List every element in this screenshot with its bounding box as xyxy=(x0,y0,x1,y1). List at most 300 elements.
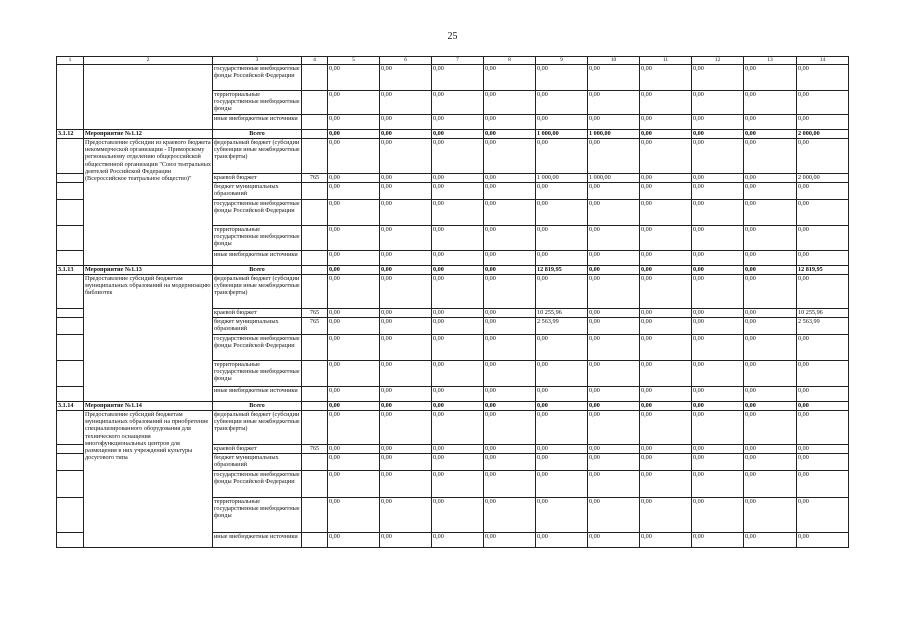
amount-cell: 0,00 xyxy=(328,335,380,361)
amount-cell: 0,00 xyxy=(328,174,380,183)
funding-source-cell: территориальные государственные внебюджетные фонды xyxy=(213,91,302,115)
measure-title: Мероприятие №1.14 xyxy=(84,402,213,411)
funding-source-cell: государственные внебюджетные фонды Российской Федерации xyxy=(213,200,302,226)
amount-cell: 0,00 xyxy=(328,115,380,130)
amount-cell: 0,00 xyxy=(588,445,640,454)
funding-source-cell: территориальные государственные внебюджетные фонды xyxy=(213,226,302,251)
budget-code-cell: 765 xyxy=(302,309,328,318)
amount-cell: 0,00 xyxy=(797,65,849,91)
amount-cell: 0,00 xyxy=(484,361,536,387)
amount-cell: 0,00 xyxy=(588,318,640,335)
amount-cell: 0,00 xyxy=(640,454,692,471)
number-cell xyxy=(57,309,84,318)
amount-cell: 0,00 xyxy=(744,445,797,454)
measure-title: Мероприятие №1.12 xyxy=(84,130,213,139)
amount-cell: 0,00 xyxy=(432,318,484,335)
amount-cell: 0,00 xyxy=(640,533,692,548)
amount-cell: 0,00 xyxy=(797,402,849,411)
amount-cell: 0,00 xyxy=(328,402,380,411)
amount-cell: 0,00 xyxy=(744,251,797,266)
amount-cell: 0,00 xyxy=(328,65,380,91)
amount-cell: 0,00 xyxy=(692,533,744,548)
amount-cell: 0,00 xyxy=(536,226,588,251)
budget-code-cell xyxy=(302,361,328,387)
amount-cell: 0,00 xyxy=(380,266,432,275)
amount-cell: 0,00 xyxy=(328,533,380,548)
amount-cell: 0,00 xyxy=(797,115,849,130)
amount-cell: 0,00 xyxy=(536,498,588,533)
amount-cell: 0,00 xyxy=(432,226,484,251)
amount-cell: 0,00 xyxy=(588,115,640,130)
amount-cell: 0,00 xyxy=(484,174,536,183)
amount-cell: 0,00 xyxy=(432,402,484,411)
amount-cell: 0,00 xyxy=(692,266,744,275)
amount-cell: 0,00 xyxy=(484,445,536,454)
budget-code-cell xyxy=(302,139,328,174)
amount-cell: 0,00 xyxy=(640,335,692,361)
amount-cell: 0,00 xyxy=(744,275,797,309)
amount-cell: 0,00 xyxy=(380,115,432,130)
table-row xyxy=(57,139,849,174)
funding-source-cell: бюджет муниципальных образований xyxy=(213,318,302,335)
amount-cell: 0,00 xyxy=(588,387,640,402)
amount-cell: 0,00 xyxy=(640,275,692,309)
table-row xyxy=(57,411,849,445)
amount-cell: 0,00 xyxy=(536,251,588,266)
funding-source-cell: федеральный бюджет (субсидии субвенции иные межбюджетные трансферты) xyxy=(213,275,302,309)
amount-cell: 0,00 xyxy=(328,139,380,174)
header-cell: 13 xyxy=(744,57,797,65)
number-cell xyxy=(57,91,84,115)
amount-cell: 0,00 xyxy=(380,387,432,402)
funding-source-cell: бюджет муниципальных образований xyxy=(213,183,302,200)
number-cell xyxy=(57,533,84,548)
amount-cell: 0,00 xyxy=(744,174,797,183)
amount-cell: 0,00 xyxy=(588,471,640,498)
amount-cell: 2 000,00 xyxy=(797,174,849,183)
budget-code-cell xyxy=(302,115,328,130)
amount-cell: 0,00 xyxy=(692,139,744,174)
amount-cell: 0,00 xyxy=(744,361,797,387)
number-cell xyxy=(57,65,84,91)
amount-cell: 0,00 xyxy=(328,454,380,471)
amount-cell: 0,00 xyxy=(380,498,432,533)
amount-cell: 0,00 xyxy=(744,318,797,335)
amount-cell: 0,00 xyxy=(744,91,797,115)
header-cell: 8 xyxy=(484,57,536,65)
amount-cell: 12 819,95 xyxy=(797,266,849,275)
amount-cell: 0,00 xyxy=(380,183,432,200)
funding-source-cell: государственные внебюджетные фонды Российской Федерации xyxy=(213,65,302,91)
amount-cell: 12 819,95 xyxy=(536,266,588,275)
amount-cell: 0,00 xyxy=(588,139,640,174)
amount-cell: 0,00 xyxy=(432,498,484,533)
amount-cell: 0,00 xyxy=(380,91,432,115)
amount-cell: 0,00 xyxy=(380,309,432,318)
amount-cell: 0,00 xyxy=(588,266,640,275)
amount-cell: 0,00 xyxy=(640,387,692,402)
amount-cell: 0,00 xyxy=(640,266,692,275)
amount-cell: 0,00 xyxy=(588,226,640,251)
amount-cell: 0,00 xyxy=(692,445,744,454)
amount-cell: 0,00 xyxy=(744,115,797,130)
amount-cell: 0,00 xyxy=(692,91,744,115)
number-cell xyxy=(57,471,84,498)
funding-source-cell: иные внебюджетные источники xyxy=(213,387,302,402)
amount-cell: 0,00 xyxy=(328,387,380,402)
amount-cell: 0,00 xyxy=(380,139,432,174)
amount-cell: 0,00 xyxy=(484,183,536,200)
amount-cell: 0,00 xyxy=(797,411,849,445)
budget-code-cell xyxy=(302,533,328,548)
amount-cell: 0,00 xyxy=(536,445,588,454)
amount-cell: 2 000,00 xyxy=(797,130,849,139)
funding-source-cell: государственные внебюджетные фонды Российской Федерации xyxy=(213,335,302,361)
amount-cell: 0,00 xyxy=(536,387,588,402)
amount-cell: 0,00 xyxy=(328,226,380,251)
amount-cell: 0,00 xyxy=(640,130,692,139)
budget-code-cell xyxy=(302,266,328,275)
number-cell xyxy=(57,183,84,200)
amount-cell: 0,00 xyxy=(744,226,797,251)
amount-cell: 0,00 xyxy=(328,275,380,309)
amount-cell: 0,00 xyxy=(536,200,588,226)
amount-cell: 0,00 xyxy=(328,309,380,318)
funding-source-cell: краевой бюджет xyxy=(213,174,302,183)
amount-cell: 0,00 xyxy=(432,91,484,115)
amount-cell: 0,00 xyxy=(588,65,640,91)
amount-cell: 0,00 xyxy=(484,139,536,174)
amount-cell: 0,00 xyxy=(744,309,797,318)
amount-cell: 0,00 xyxy=(640,174,692,183)
amount-cell: 0,00 xyxy=(588,183,640,200)
amount-cell: 0,00 xyxy=(380,200,432,226)
amount-cell: 0,00 xyxy=(744,335,797,361)
description-cell xyxy=(84,65,213,91)
budget-code-cell xyxy=(302,498,328,533)
funding-source-cell: иные внебюджетные источники xyxy=(213,115,302,130)
budget-code-cell xyxy=(302,275,328,309)
amount-cell: 0,00 xyxy=(432,183,484,200)
amount-cell: 0,00 xyxy=(536,402,588,411)
amount-cell: 0,00 xyxy=(380,471,432,498)
amount-cell: 0,00 xyxy=(484,318,536,335)
number-cell xyxy=(57,498,84,533)
amount-cell: 0,00 xyxy=(692,226,744,251)
amount-cell: 0,00 xyxy=(640,318,692,335)
amount-cell: 0,00 xyxy=(640,91,692,115)
amount-cell: 0,00 xyxy=(484,200,536,226)
amount-cell: 0,00 xyxy=(640,183,692,200)
funding-source-cell: иные внебюджетные источники xyxy=(213,251,302,266)
amount-cell: 0,00 xyxy=(588,251,640,266)
amount-cell: 0,00 xyxy=(692,275,744,309)
amount-cell: 0,00 xyxy=(588,200,640,226)
amount-cell: 0,00 xyxy=(328,266,380,275)
budget-code-cell xyxy=(302,65,328,91)
amount-cell: 0,00 xyxy=(432,139,484,174)
amount-cell: 0,00 xyxy=(536,411,588,445)
amount-cell: 0,00 xyxy=(536,471,588,498)
amount-cell: 0,00 xyxy=(640,115,692,130)
amount-cell: 0,00 xyxy=(797,275,849,309)
amount-cell: 0,00 xyxy=(692,402,744,411)
amount-cell: 0,00 xyxy=(744,498,797,533)
amount-cell: 0,00 xyxy=(328,411,380,445)
amount-cell: 0,00 xyxy=(588,454,640,471)
amount-cell: 0,00 xyxy=(797,200,849,226)
amount-cell: 0,00 xyxy=(692,251,744,266)
amount-cell: 0,00 xyxy=(484,130,536,139)
number-cell: 3.1.12 xyxy=(57,130,84,139)
amount-cell: 1 000,00 xyxy=(588,174,640,183)
amount-cell: 0,00 xyxy=(797,226,849,251)
amount-cell: 0,00 xyxy=(797,139,849,174)
amount-cell: 0,00 xyxy=(692,174,744,183)
description-cell xyxy=(84,115,213,130)
amount-cell: 0,00 xyxy=(692,200,744,226)
budget-code-cell: 765 xyxy=(302,174,328,183)
amount-cell: 0,00 xyxy=(432,200,484,226)
amount-cell: 0,00 xyxy=(640,251,692,266)
amount-cell: 0,00 xyxy=(380,275,432,309)
amount-cell: 0,00 xyxy=(432,174,484,183)
budget-code-cell xyxy=(302,91,328,115)
amount-cell: 1 000,00 xyxy=(536,174,588,183)
amount-cell: 0,00 xyxy=(484,309,536,318)
funding-source-cell: федеральный бюджет (субсидии субвенции иные межбюджетные трансферты) xyxy=(213,139,302,174)
number-cell xyxy=(57,275,84,309)
amount-cell: 0,00 xyxy=(797,335,849,361)
amount-cell: 0,00 xyxy=(588,309,640,318)
amount-cell: 0,00 xyxy=(536,335,588,361)
amount-cell: 0,00 xyxy=(797,91,849,115)
amount-cell: 0,00 xyxy=(692,309,744,318)
number-cell xyxy=(57,387,84,402)
amount-cell: 0,00 xyxy=(692,65,744,91)
amount-cell: 0,00 xyxy=(744,471,797,498)
amount-cell: 0,00 xyxy=(432,361,484,387)
measure-description: Предоставление субсидий бюджетам муниципальных образований на приобретение специализированного оборудования для технического оснащения многофункциональных центров для размещения в них учреждений культуры досугового типа xyxy=(84,411,213,548)
description-cell xyxy=(84,91,213,115)
amount-cell: 1 000,00 xyxy=(536,130,588,139)
funding-source-cell: территориальные государственные внебюджетные фонды xyxy=(213,498,302,533)
amount-cell: 0,00 xyxy=(640,139,692,174)
amount-cell: 0,00 xyxy=(640,65,692,91)
number-cell xyxy=(57,139,84,174)
funding-source-cell: территориальные государственные внебюджетные фонды xyxy=(213,361,302,387)
header-cell: 2 xyxy=(84,57,213,65)
amount-cell: 0,00 xyxy=(328,361,380,387)
amount-cell: 0,00 xyxy=(692,387,744,402)
amount-cell: 0,00 xyxy=(484,266,536,275)
amount-cell: 0,00 xyxy=(744,130,797,139)
amount-cell: 0,00 xyxy=(536,91,588,115)
header-cell: 6 xyxy=(380,57,432,65)
amount-cell: 0,00 xyxy=(640,361,692,387)
amount-cell: 0,00 xyxy=(484,275,536,309)
number-cell xyxy=(57,411,84,445)
amount-cell: 0,00 xyxy=(797,498,849,533)
amount-cell: 0,00 xyxy=(432,251,484,266)
amount-cell: 0,00 xyxy=(328,318,380,335)
budget-code-cell xyxy=(302,387,328,402)
amount-cell: 0,00 xyxy=(328,91,380,115)
amount-cell: 0,00 xyxy=(380,318,432,335)
funding-source-cell: Всего xyxy=(213,130,302,139)
amount-cell: 0,00 xyxy=(380,130,432,139)
header-cell: 3 xyxy=(213,57,302,65)
budget-code-cell xyxy=(302,402,328,411)
amount-cell: 0,00 xyxy=(432,445,484,454)
amount-cell: 0,00 xyxy=(797,361,849,387)
amount-cell: 0,00 xyxy=(640,411,692,445)
funding-source-cell: государственные внебюджетные фонды Российской Федерации xyxy=(213,471,302,498)
amount-cell: 0,00 xyxy=(536,115,588,130)
budget-code-cell xyxy=(302,183,328,200)
header-cell: 5 xyxy=(328,57,380,65)
header-cell: 1 xyxy=(57,57,84,65)
amount-cell: 0,00 xyxy=(432,115,484,130)
amount-cell: 0,00 xyxy=(744,139,797,174)
amount-cell: 0,00 xyxy=(328,471,380,498)
number-cell xyxy=(57,200,84,226)
amount-cell: 0,00 xyxy=(692,411,744,445)
amount-cell: 10 255,96 xyxy=(797,309,849,318)
amount-cell: 0,00 xyxy=(432,130,484,139)
number-cell xyxy=(57,445,84,454)
funding-source-cell: краевой бюджет xyxy=(213,445,302,454)
amount-cell: 0,00 xyxy=(640,226,692,251)
amount-cell: 0,00 xyxy=(536,361,588,387)
budget-code-cell xyxy=(302,471,328,498)
amount-cell: 0,00 xyxy=(484,65,536,91)
budget-code-cell: 765 xyxy=(302,318,328,335)
measure-description: Предоставление субсидий бюджетам муниципальных образований на модернизацию библиотек xyxy=(84,275,213,402)
measure-description: Предоставление субсидии из краевого бюджета некоммерческой организации - Приморскому региональному отделению общероссийской общественной организации "Союз театральных деятелей Российской Федерации (Всероссийское театральное общество)" xyxy=(84,139,213,266)
amount-cell: 0,00 xyxy=(328,251,380,266)
amount-cell: 0,00 xyxy=(484,115,536,130)
header-cell: 11 xyxy=(640,57,692,65)
amount-cell: 0,00 xyxy=(432,275,484,309)
number-cell xyxy=(57,454,84,471)
amount-cell: 0,00 xyxy=(588,402,640,411)
total-row xyxy=(57,266,849,275)
table-row xyxy=(57,65,849,91)
amount-cell: 0,00 xyxy=(692,183,744,200)
table-row xyxy=(57,115,849,130)
number-cell xyxy=(57,251,84,266)
number-cell: 3.1.13 xyxy=(57,266,84,275)
amount-cell: 0,00 xyxy=(692,471,744,498)
amount-cell: 0,00 xyxy=(797,533,849,548)
funding-source-cell: краевой бюджет xyxy=(213,309,302,318)
funding-source-cell: бюджет муниципальных образований xyxy=(213,454,302,471)
header-cell: 14 xyxy=(797,57,849,65)
amount-cell: 0,00 xyxy=(380,411,432,445)
budget-code-cell: 765 xyxy=(302,445,328,454)
amount-cell: 0,00 xyxy=(380,361,432,387)
amount-cell: 0,00 xyxy=(380,174,432,183)
amount-cell: 0,00 xyxy=(432,454,484,471)
page-number: 25 xyxy=(447,31,458,42)
amount-cell: 0,00 xyxy=(588,361,640,387)
amount-cell: 0,00 xyxy=(797,183,849,200)
budget-code-cell xyxy=(302,454,328,471)
amount-cell: 0,00 xyxy=(744,65,797,91)
amount-cell: 0,00 xyxy=(744,402,797,411)
amount-cell: 0,00 xyxy=(640,309,692,318)
header-row xyxy=(57,57,849,65)
amount-cell: 0,00 xyxy=(432,471,484,498)
amount-cell: 0,00 xyxy=(692,335,744,361)
amount-cell: 0,00 xyxy=(536,454,588,471)
amount-cell: 0,00 xyxy=(328,130,380,139)
header-cell: 12 xyxy=(692,57,744,65)
budget-code-cell xyxy=(302,251,328,266)
amount-cell: 1 000,00 xyxy=(588,130,640,139)
amount-cell: 0,00 xyxy=(744,200,797,226)
total-row xyxy=(57,402,849,411)
amount-cell: 0,00 xyxy=(744,454,797,471)
amount-cell: 0,00 xyxy=(484,454,536,471)
amount-cell: 0,00 xyxy=(432,335,484,361)
amount-cell: 0,00 xyxy=(744,411,797,445)
budget-code-cell xyxy=(302,200,328,226)
number-cell xyxy=(57,115,84,130)
amount-cell: 2 563,99 xyxy=(536,318,588,335)
budget-code-cell xyxy=(302,226,328,251)
amount-cell: 0,00 xyxy=(744,266,797,275)
amount-cell: 0,00 xyxy=(328,183,380,200)
amount-cell: 0,00 xyxy=(692,361,744,387)
amount-cell: 0,00 xyxy=(484,91,536,115)
amount-cell: 0,00 xyxy=(797,445,849,454)
funding-source-cell: федеральный бюджет (субсидии субвенции иные межбюджетные трансферты) xyxy=(213,411,302,445)
amount-cell: 0,00 xyxy=(484,533,536,548)
amount-cell: 0,00 xyxy=(640,471,692,498)
total-row xyxy=(57,130,849,139)
funding-source-cell: Всего xyxy=(213,402,302,411)
amount-cell: 0,00 xyxy=(692,318,744,335)
header-cell: 7 xyxy=(432,57,484,65)
amount-cell: 0,00 xyxy=(484,498,536,533)
header-cell: 10 xyxy=(588,57,640,65)
amount-cell: 0,00 xyxy=(380,454,432,471)
amount-cell: 0,00 xyxy=(380,251,432,266)
amount-cell: 0,00 xyxy=(432,309,484,318)
number-cell: 3.1.14 xyxy=(57,402,84,411)
amount-cell: 0,00 xyxy=(536,533,588,548)
amount-cell: 0,00 xyxy=(744,387,797,402)
amount-cell: 0,00 xyxy=(692,115,744,130)
number-cell xyxy=(57,318,84,335)
amount-cell: 0,00 xyxy=(380,335,432,361)
amount-cell: 0,00 xyxy=(380,445,432,454)
amount-cell: 0,00 xyxy=(640,200,692,226)
budget-code-cell xyxy=(302,335,328,361)
amount-cell: 0,00 xyxy=(797,454,849,471)
amount-cell: 0,00 xyxy=(380,226,432,251)
number-cell xyxy=(57,335,84,361)
table-row xyxy=(57,91,849,115)
amount-cell: 2 563,99 xyxy=(797,318,849,335)
amount-cell: 0,00 xyxy=(692,454,744,471)
table-row xyxy=(57,275,849,309)
amount-cell: 0,00 xyxy=(640,498,692,533)
header-cell: 9 xyxy=(536,57,588,65)
amount-cell: 0,00 xyxy=(797,251,849,266)
